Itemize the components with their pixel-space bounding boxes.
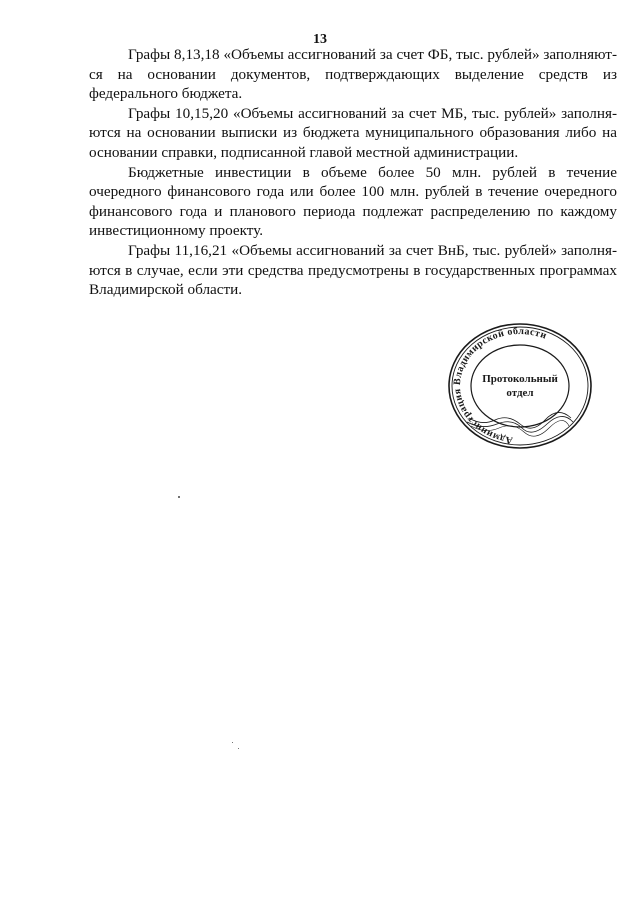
scan-speck bbox=[238, 748, 239, 749]
stamp-ring-textpath: Администрация Владимирской области bbox=[451, 325, 549, 446]
scan-speck bbox=[178, 496, 180, 498]
document-body bbox=[89, 45, 617, 300]
official-stamp bbox=[447, 322, 593, 450]
stamp-center-line2: отдел bbox=[506, 387, 534, 399]
paragraph-mb-columns: Графы 10,15,20 «Объемы ассигнований за счет МБ, тыс. рублей» заполняются на основании выписки из бюджета муниципального образования либо на основании справки, подписанной главой местной администрации. bbox=[89, 104, 617, 161]
paragraph-fb-columns: Графы 8,13,18 «Объемы ассигнований за счет ФБ, тыс. рублей» заполняются на основании документов, подтверждающих выделение средств из федерального бюджета. bbox=[89, 46, 617, 103]
page-number: 13 bbox=[313, 32, 327, 47]
paragraph-vnb-columns: Графы 11,16,21 «Объемы ассигнований за счет ВнБ, тыс. рублей» заполняются в случае, если эти средства предусмотрены в государственных программах Владимирской области. bbox=[89, 241, 617, 299]
stamp-center-line1: Протокольный bbox=[482, 373, 558, 385]
paragraph-budget-investments: Бюджетные инвестиции в объеме более 50 млн. рублей в течение очередного финансового года или более 100 млн. рублей в течение очередного финансового года и планового периода подлежат распределению по каждому инвестиционному проекту. bbox=[89, 163, 617, 240]
scan-speck bbox=[232, 742, 233, 743]
